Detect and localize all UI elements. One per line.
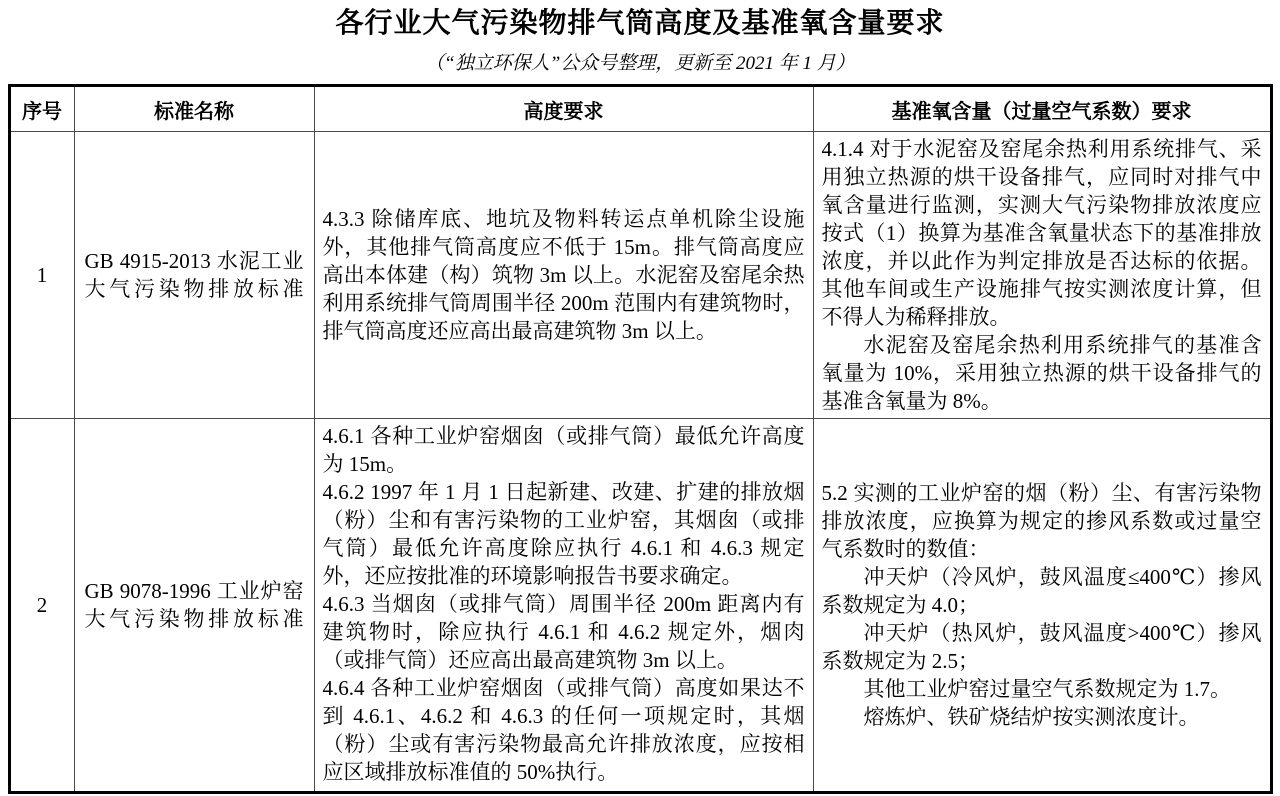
standards-table <box>8 84 1273 794</box>
page-title: 各行业大气污染物排气筒高度及基准氧含量要求 <box>335 8 945 39</box>
oxygen-paragraph: 其他工业炉窑过量空气系数规定为 1.7。 <box>863 677 1231 701</box>
height-paragraph: 4.6.2 1997 年 1 月 1 日起新建、改建、扩建的排放烟（粉）尘和有害污染物的工业炉窑，其烟囱（或排气筒）最低允许高度除应执行 4.6.1 和 4.6.3 规定外，还应按批准的环境影响报告书要求确定。 <box>322 480 805 588</box>
row2-standard-name: GB 9078-1996 工业炉窑大气污染物排放标准 <box>74 419 314 793</box>
header-standard-name: 标准名称 <box>74 86 314 132</box>
page-subtitle: （“独立环保人”公众号整理，更新至 2021 年 1 月） <box>425 53 855 74</box>
table-row <box>9 132 1271 419</box>
height-paragraph: 4.3.3 除储库底、地坑及物料转运点单机除尘设施外，其他排气筒高度应不低于 15m。排气筒高度应高出本体建（构）筑物 3m 以上。水泥窑及窑尾余热利用系统排气筒周围半径 200m 范围内有建筑物时，排气筒高度还应高出最高建筑物 3m 以上。 <box>322 207 805 343</box>
row2-oxygen-requirement <box>813 419 1271 793</box>
row2-serial-number: 2 <box>9 419 74 793</box>
oxygen-paragraph: 冲天炉（热风炉，鼓风温度>400℃）掺风系数规定为 2.5； <box>821 621 1262 673</box>
height-paragraph: 4.6.1 各种工业炉窑烟囱（或排气筒）最低允许高度为 15m。 <box>322 424 805 476</box>
height-paragraph: 4.6.3 当烟囱（或排气筒）周围半径 200m 距离内有建筑物时，除应执行 4.6.1 和 4.6.2 规定外，烟肉（或排气筒）还应高出最高建筑物 3m 以上。 <box>322 592 805 672</box>
table-row <box>9 419 1271 793</box>
header-serial-number: 序号 <box>9 86 74 132</box>
oxygen-paragraph: 4.1.4 对于水泥窑及窑尾余热利用系统排气、采用独立热源的烘干设备排气，应同时对排气中氧含量进行监测，实测大气污染物排放浓度应按式（1）换算为基准含氧量状态下的基准排放浓度，并以此作为判定排放是否达标的依据。其他车间或生产设施排气按实测浓度计算，但不得人为稀释排放。 <box>821 137 1262 329</box>
oxygen-paragraph: 熔炼炉、铁矿烧结炉按实测浓度计。 <box>863 705 1200 729</box>
row1-standard-name: GB 4915-2013 水泥工业大气污染物排放标准 <box>74 132 314 419</box>
row1-height-requirement <box>314 132 813 419</box>
oxygen-paragraph: 冲天炉（冷风炉，鼓风温度≤400℃）掺风系数规定为 4.0； <box>821 565 1262 617</box>
row1-serial-number: 1 <box>9 132 74 419</box>
height-paragraph: 4.6.4 各种工业炉窑烟囱（或排气筒）高度如果达不到 4.6.1、4.6.2 和 4.6.3 的任何一项规定时，其烟（粉）尘或有害污染物最高允许排放浓度，应按相应区域排放标准值的 50%执行。 <box>322 676 805 784</box>
table-header-row <box>9 86 1271 132</box>
row2-height-requirement <box>314 419 813 793</box>
row1-oxygen-requirement <box>813 132 1271 419</box>
oxygen-paragraph: 5.2 实测的工业炉窑的烟（粉）尘、有害污染物排放浓度，应换算为规定的掺风系数或过量空气系数时的数值： <box>821 481 1262 561</box>
header-oxygen-requirement: 基准氧含量（过量空气系数）要求 <box>813 86 1271 132</box>
oxygen-paragraph: 水泥窑及窑尾余热利用系统排气的基准含氧量为 10%，采用独立热源的烘干设备排气的基准含氧量为 8%。 <box>821 333 1262 413</box>
header-height-requirement: 高度要求 <box>314 86 813 132</box>
